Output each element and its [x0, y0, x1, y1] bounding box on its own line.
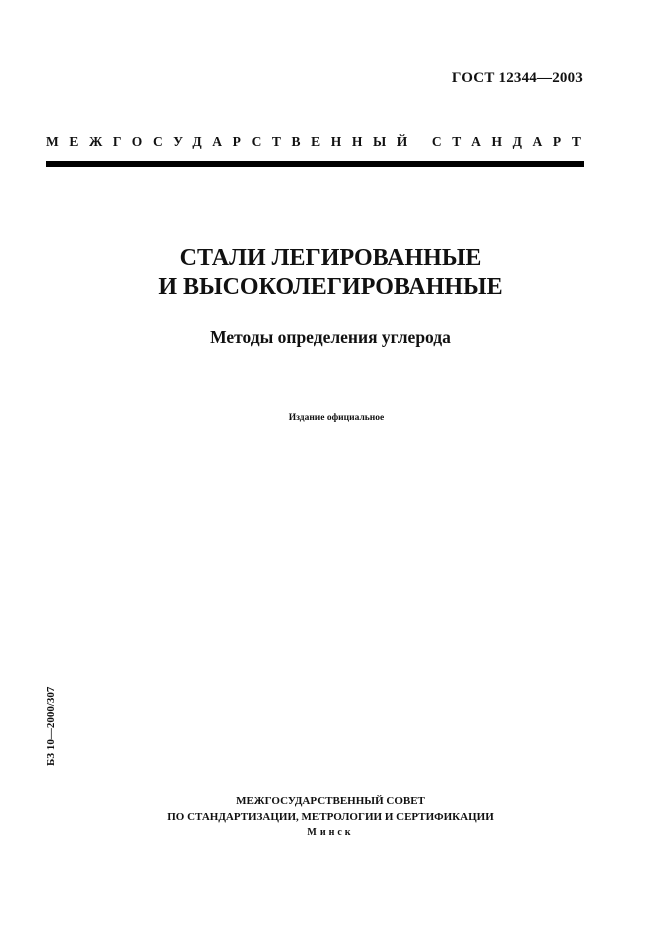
header-divider [46, 161, 584, 167]
publisher-city: Минск [307, 827, 354, 838]
publisher-line-1: МЕЖГОСУДАРСТВЕННЫЙ СОВЕТ [236, 795, 425, 807]
side-catalog-code: БЗ 10—2000/307 [45, 686, 57, 766]
standard-type-heading: МЕЖГОСУДАРСТВЕННЫЙ СТАНДАРТ [46, 134, 592, 149]
title-line-1: СТАЛИ ЛЕГИРОВАННЫЕ [179, 245, 482, 271]
gost-number: ГОСТ 12344—2003 [451, 70, 583, 86]
publisher-line-2: ПО СТАНДАРТИЗАЦИИ, МЕТРОЛОГИИ И СЕРТИФИКАЦИИ [167, 810, 494, 823]
edition-note: Издание официальное [288, 413, 385, 423]
document-title [0, 244, 661, 302]
publisher-block [0, 794, 661, 841]
title-line-2: И ВЫСОКОЛЕГИРОВАННЫЕ [158, 274, 503, 300]
document-subtitle: Методы определения углерода [210, 327, 451, 347]
